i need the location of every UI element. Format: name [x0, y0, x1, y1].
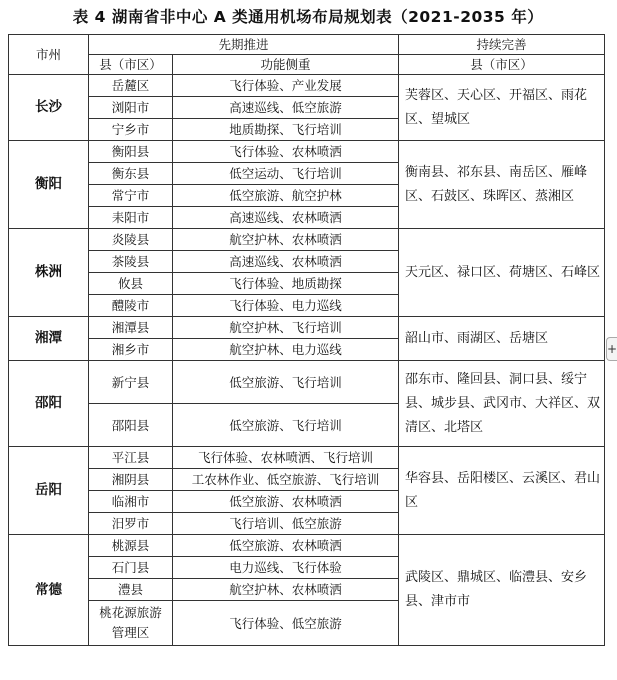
function-cell: 低空旅游、农林喷洒 [173, 491, 399, 513]
county-cell: 醴陵市 [89, 295, 173, 317]
table-row [9, 447, 605, 469]
table-row [9, 141, 605, 163]
continue-counties-cell: 武陵区、鼎城区、临澧县、安乡县、津市市 [399, 535, 605, 646]
airport-layout-table [8, 34, 605, 646]
header-function: 功能侧重 [173, 55, 399, 75]
county-cell: 石门县 [89, 557, 173, 579]
county-cell: 宁乡市 [89, 119, 173, 141]
continue-counties-cell: 芙蓉区、天心区、开福区、雨花区、望城区 [399, 75, 605, 141]
function-cell: 地质勘探、飞行培训 [173, 119, 399, 141]
function-cell: 高速巡线、农林喷洒 [173, 207, 399, 229]
city-cell: 湘潭 [9, 317, 89, 361]
county-cell: 炎陵县 [89, 229, 173, 251]
county-cell: 攸县 [89, 273, 173, 295]
function-cell: 低空旅游、飞行培训 [173, 361, 399, 404]
table-title: 表 4 湖南省非中心 A 类通用机场布局规划表（2021-2035 年） [72, 8, 544, 26]
county-cell: 衡东县 [89, 163, 173, 185]
function-cell: 飞行体验、电力巡线 [173, 295, 399, 317]
header-phase1: 先期推进 [89, 35, 399, 55]
function-cell: 航空护林、电力巡线 [173, 339, 399, 361]
city-cell: 长沙 [9, 75, 89, 141]
table-body [9, 75, 605, 646]
city-cell: 株洲 [9, 229, 89, 317]
function-cell: 高速巡线、低空旅游 [173, 97, 399, 119]
continue-counties-cell: 天元区、禄口区、荷塘区、石峰区 [399, 229, 605, 317]
continue-counties-cell: 韶山市、雨湖区、岳塘区 [399, 317, 605, 361]
function-cell: 飞行体验、农林喷洒 [173, 141, 399, 163]
table-row [9, 317, 605, 339]
county-cell: 耒阳市 [89, 207, 173, 229]
function-cell: 低空旅游、飞行培训 [173, 404, 399, 447]
function-cell: 低空运动、飞行培训 [173, 163, 399, 185]
county-cell: 浏阳市 [89, 97, 173, 119]
continue-counties-cell: 邵东市、隆回县、洞口县、绥宁县、城步县、武冈市、大祥区、双清区、北塔区 [399, 361, 605, 447]
function-cell: 飞行体验、低空旅游 [173, 601, 399, 646]
county-cell: 岳麓区 [89, 75, 173, 97]
header-county-continue: 县（市区） [399, 55, 605, 75]
county-cell: 桃花源旅游管理区 [89, 601, 173, 646]
county-cell: 汨罗市 [89, 513, 173, 535]
county-cell: 桃源县 [89, 535, 173, 557]
county-cell: 湘阴县 [89, 469, 173, 491]
header-phase2: 持续完善 [399, 35, 605, 55]
county-cell: 平江县 [89, 447, 173, 469]
function-cell: 电力巡线、飞行体验 [173, 557, 399, 579]
function-cell: 低空旅游、农林喷洒 [173, 535, 399, 557]
header-county: 县（市区） [89, 55, 173, 75]
county-cell: 邵阳县 [89, 404, 173, 447]
table-row [9, 361, 605, 404]
function-cell: 航空护林、农林喷洒 [173, 579, 399, 601]
county-cell: 湘乡市 [89, 339, 173, 361]
function-cell: 高速巡线、农林喷洒 [173, 251, 399, 273]
function-cell: 飞行培训、低空旅游 [173, 513, 399, 535]
county-cell: 临湘市 [89, 491, 173, 513]
function-cell: 飞行体验、产业发展 [173, 75, 399, 97]
city-cell: 岳阳 [9, 447, 89, 535]
function-cell: 航空护林、飞行培训 [173, 317, 399, 339]
header-city: 市州 [9, 35, 89, 75]
county-cell: 常宁市 [89, 185, 173, 207]
county-cell: 湘潭县 [89, 317, 173, 339]
continue-counties-cell: 华容县、岳阳楼区、云溪区、君山区 [399, 447, 605, 535]
county-cell: 茶陵县 [89, 251, 173, 273]
table-row [9, 535, 605, 557]
city-cell: 常德 [9, 535, 89, 646]
function-cell: 航空护林、农林喷洒 [173, 229, 399, 251]
city-cell: 邵阳 [9, 361, 89, 447]
county-cell: 新宁县 [89, 361, 173, 404]
table-row [9, 75, 605, 97]
county-cell: 衡阳县 [89, 141, 173, 163]
city-cell: 衡阳 [9, 141, 89, 229]
function-cell: 飞行体验、地质勘探 [173, 273, 399, 295]
county-cell: 澧县 [89, 579, 173, 601]
function-cell: 低空旅游、航空护林 [173, 185, 399, 207]
function-cell: 飞行体验、农林喷洒、飞行培训 [173, 447, 399, 469]
table-row [9, 229, 605, 251]
function-cell: 工农林作业、低空旅游、飞行培训 [173, 469, 399, 491]
expand-button[interactable]: + [606, 337, 617, 361]
continue-counties-cell: 衡南县、祁东县、南岳区、雁峰区、石鼓区、珠晖区、蒸湘区 [399, 141, 605, 229]
